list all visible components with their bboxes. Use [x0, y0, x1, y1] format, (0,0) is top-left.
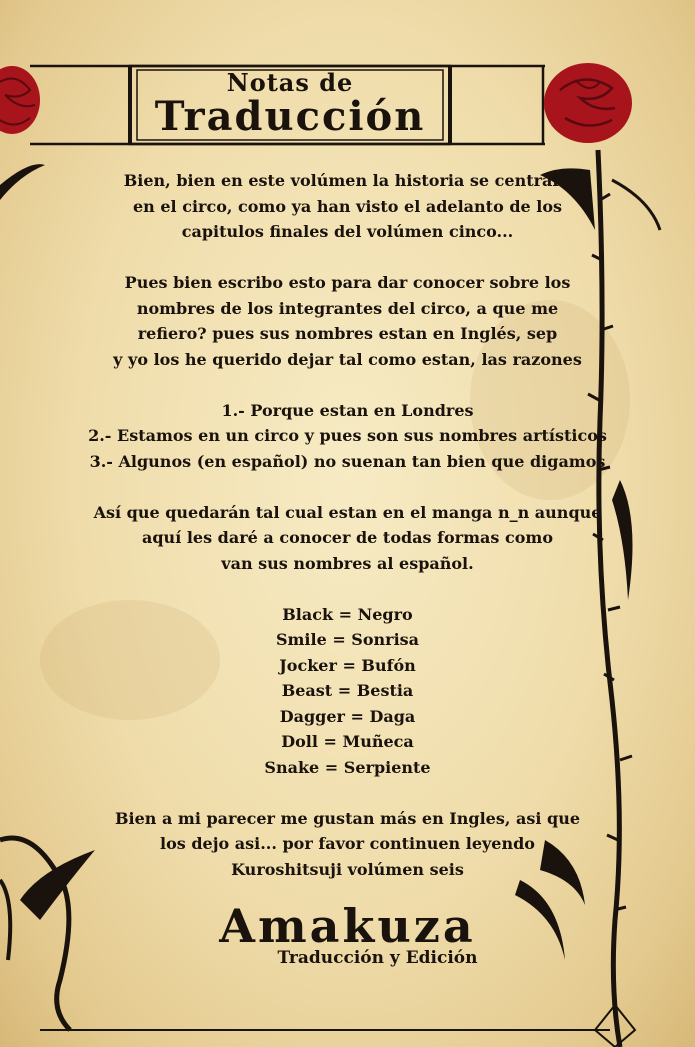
paragraph-explanation: [20, 270, 675, 372]
name-translation: Smile = Sonrisa: [275, 630, 420, 649]
name-translation: Doll = Muñeca: [281, 732, 414, 751]
text-line: y yo los he querido dejar tal como estan, las razones: [113, 349, 582, 369]
page-title: Traducción: [154, 93, 426, 140]
text-line: aquí les daré a conocer de todas formas como: [142, 528, 553, 547]
reasons-list: [20, 398, 675, 475]
text-line: en el circo, como ya han visto el adelanto de los: [132, 196, 563, 216]
name-translation: Beast = Bestia: [281, 681, 414, 700]
text-line: Bien, bien en este volúmen la historia se centrará: [123, 171, 572, 190]
text-line: van sus nombres al español.: [221, 553, 474, 573]
paragraph-intro: [20, 168, 675, 245]
paragraph-closing: [20, 806, 675, 883]
text-line: los dejo asi... por favor continuen leyendo: [160, 834, 535, 853]
title-box: [137, 66, 443, 144]
text-line: Bien a mi parecer me gustan más en Ingles, asi que: [114, 808, 581, 828]
names-list: [20, 602, 675, 781]
signature: [0, 900, 695, 968]
name-translation: Snake = Serpiente: [264, 757, 431, 777]
text-line: Pues bien escribo esto para dar conocer sobre los: [124, 273, 571, 292]
reason-item: 2.- Estamos en un circo y pues son sus nombres artísticos: [88, 426, 607, 445]
text-line: capitulos finales del volúmen cinco...: [181, 222, 514, 241]
title-small: Notas de: [226, 68, 354, 97]
reason-item: 1.- Porque estan en Londres: [221, 400, 474, 420]
name-translation: Jocker = Bufón: [279, 655, 416, 675]
text-line: nombres de los integrantes del circo, a que me: [136, 298, 559, 318]
name-translation: Dagger = Daga: [279, 706, 416, 726]
rose-right-icon: [544, 63, 632, 143]
name-translation: Black = Negro: [282, 604, 413, 624]
signature-name: Amakuza: [219, 899, 476, 953]
text-line: refiero? pues sus nombres estan en Inglés, sep: [137, 324, 558, 343]
paragraph-conclusion: [20, 500, 675, 577]
signature-subtitle: Traducción y Edición: [277, 948, 478, 968]
text-line: Kuroshitsuji volúmen seis: [231, 859, 464, 879]
translation-notes-body: [20, 168, 675, 908]
text-line: Así que quedarán tal cual estan en el manga n_n aunque: [93, 502, 602, 522]
rose-left-icon: [0, 66, 40, 134]
reason-item: 3.- Algunos (en español) no suenan tan bien que digamos: [89, 451, 606, 471]
